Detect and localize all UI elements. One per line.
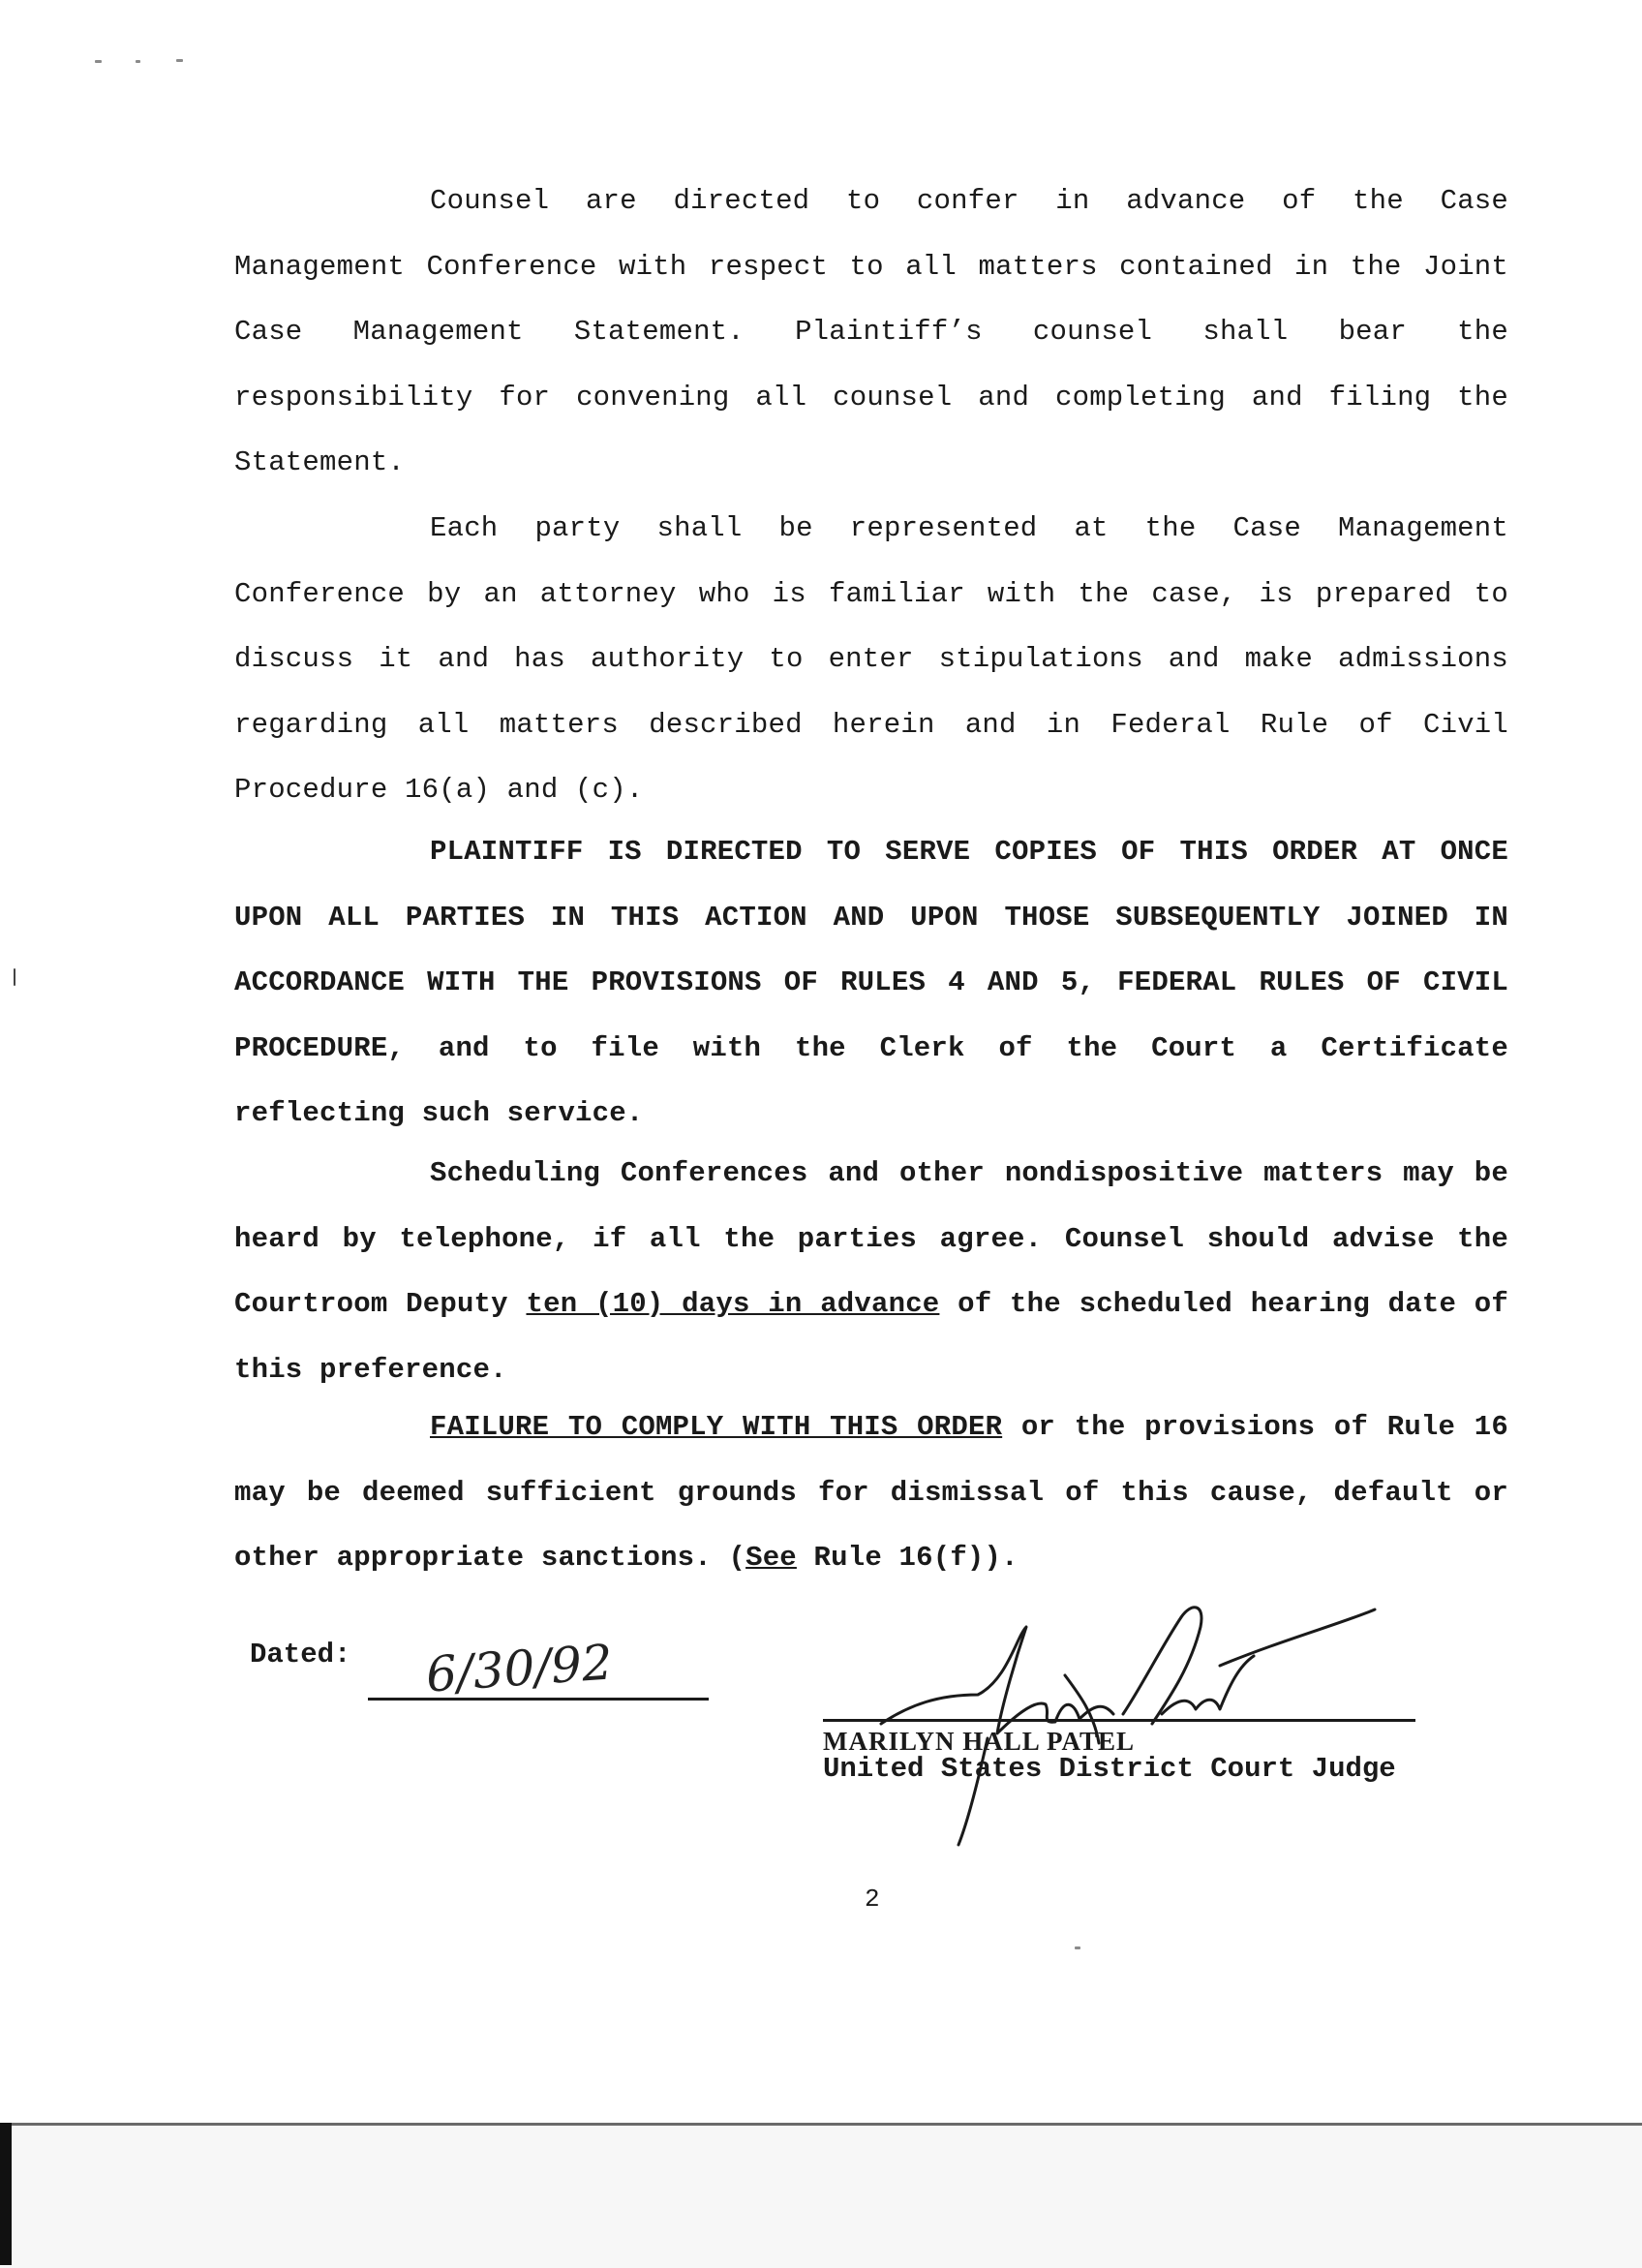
scan-speck	[14, 968, 15, 986]
dated-label: Dated:	[250, 1639, 351, 1670]
paragraph-representation: Each party shall be represented at the Case Management Conference by an attorney who is familiar with the case, is prepared to discuss it and has authority to enter stipulations and make admissions regarding all matters described herein and in Federal Rule of Civil Procedure 16(a) and (c).	[234, 512, 1508, 806]
paragraph-confer: Counsel are directed to confer in advance of the Case Management Conference with respect to all matters contained in the Joint Case Management Statement. Plaintiff’s counsel shall bear the responsibility for convening all counsel and completing and filing the Statement.	[234, 185, 1508, 478]
scan-bottom-edge	[0, 2123, 1642, 2268]
paragraph-telephone: Scheduling Conferences and other nondispositive matters may be heard by telephone, if all the parties agree. Counsel should advise the Courtroom Deputy ten (10) days in advance of the scheduled hearing date of this preference.	[234, 1157, 1509, 1386]
scan-speck	[1075, 1946, 1080, 1949]
handwritten-signature-icon	[871, 1588, 1414, 1850]
scan-left-edge	[0, 2123, 12, 2265]
scan-speck	[95, 60, 102, 63]
scan-speck	[136, 60, 140, 63]
judge-name: MARILYN HALL PATEL	[823, 1727, 1136, 1756]
paragraph-failure: FAILURE TO COMPLY WITH THIS ORDER or the provisions of Rule 16 may be deemed sufficient grounds for dismissal of this cause, default or other appropriate sanctions. (See Rule 16(f)).	[234, 1411, 1508, 1574]
dated-signature-line	[368, 1698, 709, 1701]
scan-speck	[176, 59, 183, 62]
dated-handwritten-value: 6/30/92	[424, 1634, 615, 1703]
judge-title: United States District Court Judge	[823, 1753, 1396, 1785]
paragraph-service: PLAINTIFF IS DIRECTED TO SERVE COPIES OF THIS ORDER AT ONCE UPON ALL PARTIES IN THIS ACTION AND UPON THOSE SUBSEQUENTLY JOINED IN ACCORDANCE WITH THE PROVISIONS OF RULES 4 AND 5, FEDERAL RULES OF CIVIL PROCEDURE, and to file with the Clerk of the Court a Certificate reflecting such service.	[234, 836, 1508, 1129]
page-number: 2	[865, 1885, 880, 1914]
